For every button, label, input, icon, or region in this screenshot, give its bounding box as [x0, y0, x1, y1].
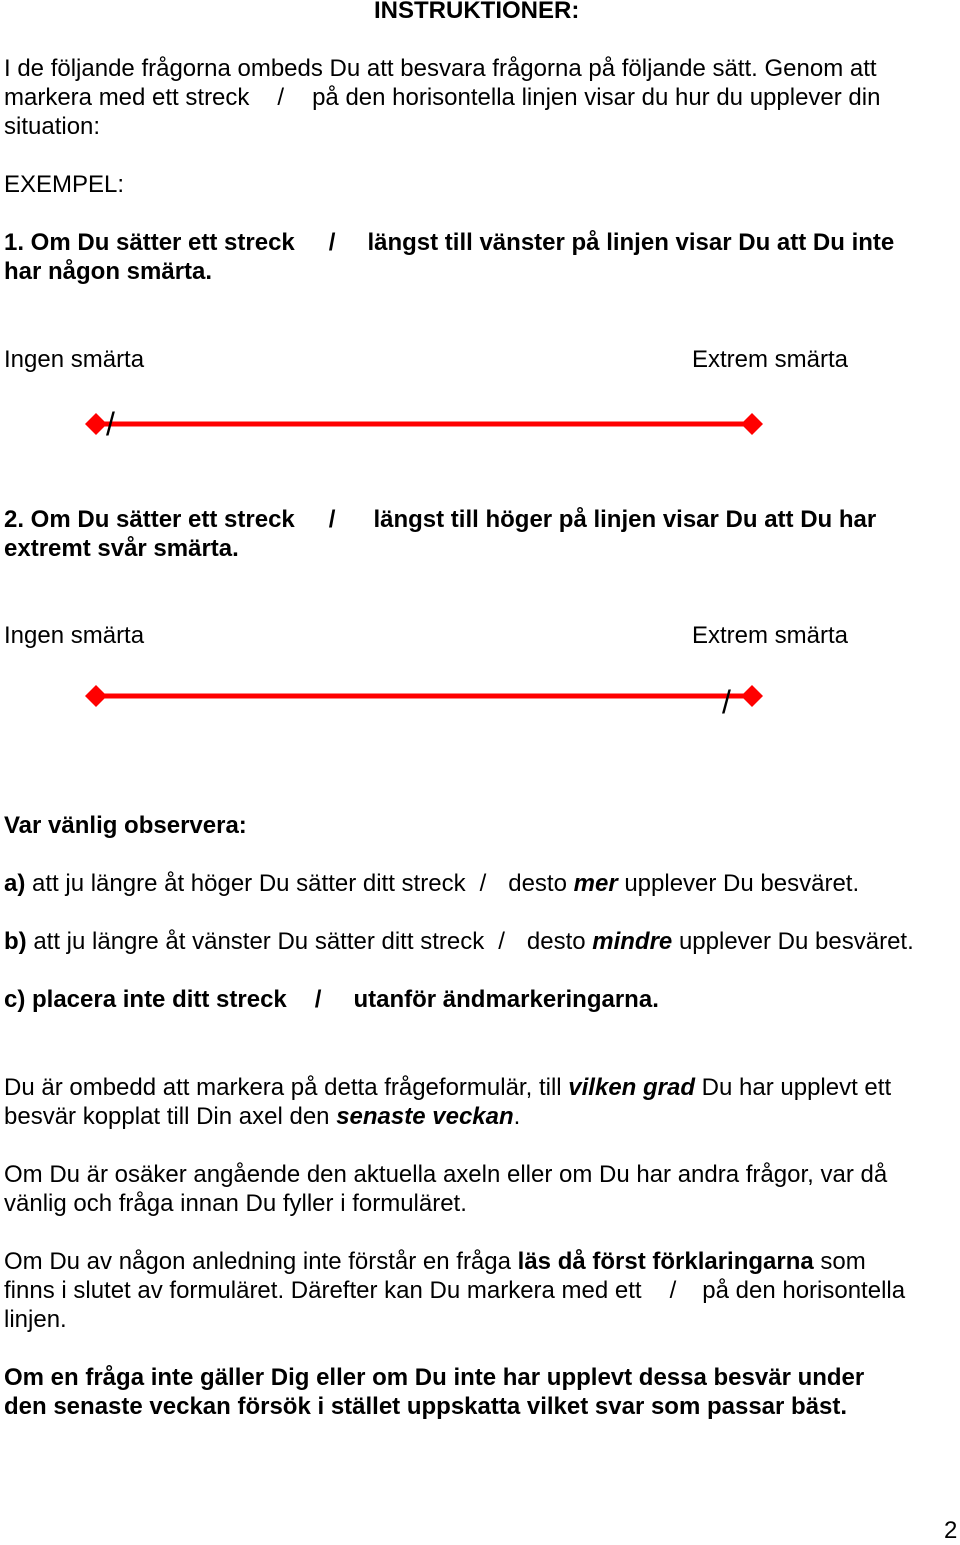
example-1-left-label: Ingen smärta — [4, 346, 145, 373]
example-1-mark: / — [106, 406, 115, 442]
example-2-slash: / — [328, 506, 336, 533]
observe-a-emphasis: mer — [573, 870, 618, 897]
intro-slash: / — [277, 84, 285, 111]
para-1-line-2 — [4, 1102, 520, 1131]
page-title: INSTRUKTIONER: — [374, 0, 580, 24]
para-1-text-4: . — [513, 1103, 521, 1130]
scale-right-endpoint-icon — [741, 413, 763, 435]
intro-line-2 — [4, 83, 880, 112]
para-1-text-3: besvär kopplat till Din axel den — [4, 1103, 330, 1130]
para-3-slash: / — [669, 1277, 677, 1304]
scale-right-endpoint-icon — [741, 685, 763, 707]
observe-item-a — [4, 869, 859, 898]
observe-a-text: att ju längre åt höger Du sätter ditt streck — [32, 870, 466, 897]
observe-a-label: a) — [4, 870, 26, 897]
example-2-text-a: 2. Om Du sätter ett streck — [4, 506, 295, 533]
example-1-text-a: 1. Om Du sätter ett streck — [4, 229, 295, 256]
example-1-right-label: Extrem smärta — [692, 346, 849, 373]
para-4-line-1: Om en fråga inte gäller Dig eller om Du inte har upplevt dessa besvär under — [4, 1364, 865, 1391]
intro-line-1: I de följande frågorna ombeds Du att besvara frågorna på följande sätt. Genom att — [4, 55, 877, 82]
scale-left-endpoint-icon — [85, 685, 107, 707]
para-1-line-1 — [4, 1073, 891, 1102]
para-1-emphasis-2: senaste veckan — [336, 1103, 514, 1130]
para-4-line-2: den senaste veckan försök i stället uppskatta vilket svar som passar bäst. — [4, 1393, 848, 1420]
observe-b-text: att ju längre åt vänster Du sätter ditt streck — [33, 928, 485, 955]
example-2-scale-line — [84, 676, 774, 716]
para-1-emphasis-1: vilken grad — [568, 1074, 695, 1101]
observe-b-slash: / — [498, 928, 505, 955]
example-2-right-label: Extrem smärta — [692, 622, 849, 649]
para-3-line-3: linjen. — [4, 1306, 67, 1333]
observe-heading: Var vänlig observera: — [4, 812, 247, 839]
para-3-text-3: finns i slutet av formuläret. Därefter kan Du markera med ett — [4, 1277, 642, 1304]
example-2-scale — [84, 676, 774, 720]
observe-b-rest-2: upplever Du besväret. — [678, 928, 914, 955]
para-3-text-2: som — [820, 1248, 866, 1275]
observe-c-text: c) placera inte ditt streck — [4, 986, 287, 1013]
example-2-line-1 — [4, 505, 876, 534]
example-1-scale — [84, 404, 774, 444]
scale-left-endpoint-icon — [85, 413, 107, 435]
example-2-left-label: Ingen smärta — [4, 622, 145, 649]
example-2-text-b: längst till höger på linjen visar Du att Du har — [373, 506, 877, 533]
example-1-text-b: längst till vänster på linjen visar Du att Du inte — [367, 229, 895, 256]
observe-b-emphasis: mindre — [592, 928, 673, 955]
observe-b-label: b) — [4, 928, 27, 955]
page-number: 2 — [944, 1517, 958, 1544]
intro-line-2b: på den horisontella linjen visar du hur du upplever din — [312, 84, 881, 111]
para-3-bold-1: läs då först förklaringarna — [517, 1248, 814, 1275]
example-heading: EXEMPEL: — [4, 171, 125, 198]
example-1-line-2: har någon smärta. — [4, 258, 213, 285]
para-2-line-1: Om Du är osäker angående den aktuella axeln eller om Du har andra frågor, var då — [4, 1161, 888, 1188]
observe-item-c — [4, 985, 659, 1014]
observe-c-rest: utanför ändmarkeringarna. — [353, 986, 659, 1013]
para-1-text-2: Du har upplevt ett — [701, 1074, 892, 1101]
observe-a-rest-2: upplever Du besväret. — [624, 870, 860, 897]
example-2-mark: / — [722, 684, 731, 720]
example-1-slash: / — [328, 229, 336, 256]
example-1-scale-line — [84, 404, 774, 444]
example-1-line-1 — [4, 228, 894, 257]
para-3-line-1 — [4, 1247, 866, 1276]
para-3-text-1: Om Du av någon anledning inte förstår en fråga — [4, 1248, 511, 1275]
intro-line-2a: markera med ett streck — [4, 84, 250, 111]
observe-a-rest-1: desto — [508, 870, 567, 897]
example-2-line-2: extremt svår smärta. — [4, 535, 239, 562]
observe-item-b — [4, 927, 914, 956]
para-3-line-2 — [4, 1276, 905, 1305]
observe-b-rest-1: desto — [526, 928, 586, 955]
para-3-text-4: på den horisontella — [702, 1277, 906, 1304]
observe-a-slash: / — [479, 870, 487, 897]
observe-c-slash: / — [314, 986, 322, 1013]
intro-line-3: situation: — [4, 113, 101, 140]
para-1-text-1: Du är ombedd att markera på detta frågeformulär, till — [4, 1074, 562, 1101]
para-2-line-2: vänlig och fråga innan Du fyller i formuläret. — [4, 1190, 467, 1217]
